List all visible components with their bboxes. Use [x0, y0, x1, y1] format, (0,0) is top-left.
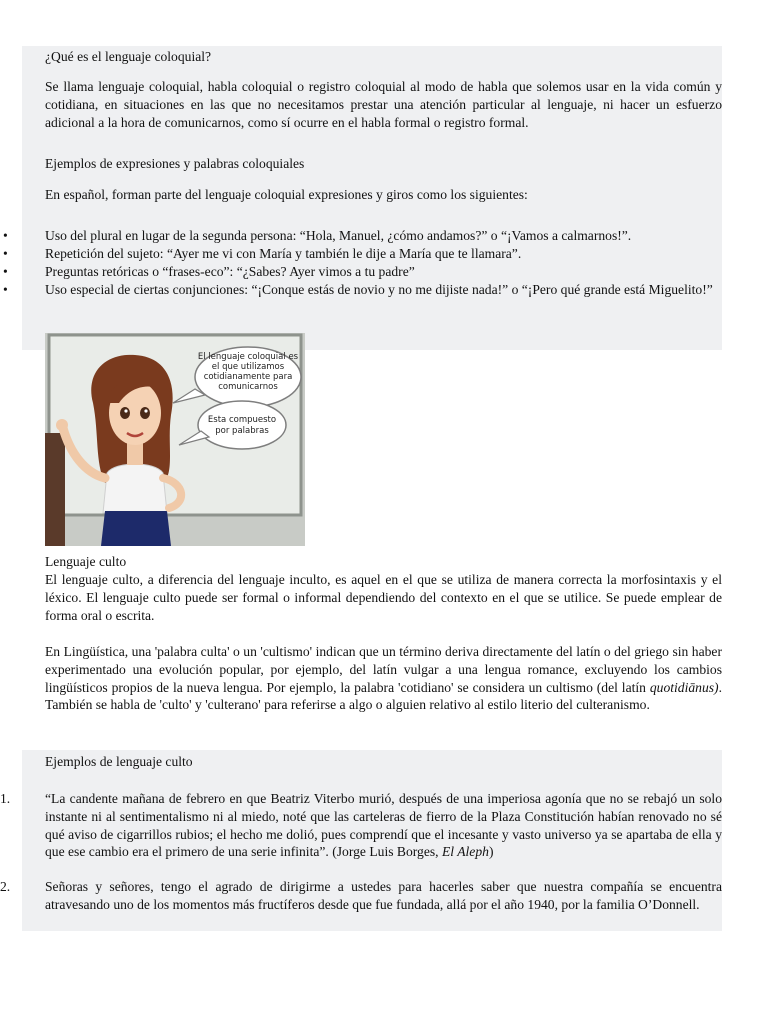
illustration [45, 333, 305, 546]
bubble-text-line: comunicarnos [218, 382, 278, 392]
section-paragraph: Se llama lenguaje coloquial, habla coloquial o registro coloquial al modo de habla que solemos usar en la vida común y cotidiana, en situaciones en las que no necesitamos prestar una atención particular al lenguaje, ni hacer un esfuerzo adicional a la hora de comunicarnos, como sí ocurre en el habla formal o registro formal. [45, 79, 722, 130]
bubble-text-line: por palabras [215, 426, 269, 436]
list-item: • Repetición del sujeto: “Ayer me vi con María y también le dije a María que te llamara”. [3, 246, 522, 261]
examples-intro: En español, forman parte del lenguaje coloquial expresiones y giros como los siguientes: [45, 187, 528, 202]
cultismo-paragraph: En Lingüística, una 'palabra culta' o un 'cultismo' indican que un término deriva directamente del latín o del griego sin haber experimentado una evolución popular, por ejemplo, del latín vulgar a una lengua romance, excluyendo los cambios lingüísticos propios de la nueva lengua. Por ejemplo, la palabra 'cotidiano' se considera un cultismo (del latín quotidiānus). También se habla de 'culto' y 'culterano' para referirse a algo o alguien relativo al estilo literio del culteranismo. [45, 644, 722, 713]
bullet-icon: • [3, 264, 8, 279]
examples-heading: Ejemplos de lenguaje culto [45, 754, 193, 769]
cartoon-teacher-image [45, 333, 305, 546]
bullet-icon: • [3, 228, 8, 243]
bullet-icon: • [3, 282, 8, 297]
list-item: 2. Señoras y señores, tengo el agrado de dirigirme a ustedes para hacerles saber que nuestra compañía se encuentra atravesando uno de los momentos más fructíferos desde que fue fundada, allá por el año 1940, por la familia O’Donnell. [0, 879, 722, 912]
section-title: Lenguaje culto [45, 554, 127, 569]
examples-heading: Ejemplos de expresiones y palabras coloquiales [45, 156, 305, 171]
list-item: • Uso especial de ciertas conjunciones: “¡Conque estás de novio y no me dijiste nada!” o “¡Pero qué grande está Miguelito!” [3, 282, 713, 297]
bubble-text-line: El lenguaje coloquial es [197, 352, 299, 362]
list-item: • Preguntas retóricas o “frases-eco”: “¿Sabes? Ayer vimos a tu padre” [3, 264, 415, 279]
bubble-text-line: cotidianamente para [203, 372, 293, 382]
bubble-text-line: el que utilizamos [211, 362, 285, 372]
coloquial-section [3, 46, 722, 350]
bullet-icon: • [3, 246, 8, 261]
culto-paragraph: El lenguaje culto, a diferencia del lenguaje inculto, es aquel en el que se utiliza de manera correcta la morfosintaxis y el léxico. El lenguaje culto puede ser formal o informal dependiendo del contexto en el que se utilice. Se puede emplear de forma oral o escrita. [45, 572, 722, 623]
culto-examples-section [0, 750, 722, 931]
section-title: ¿Qué es el lenguaje coloquial? [45, 49, 212, 64]
list-item: 1. “La candente mañana de febrero en que Beatriz Viterbo murió, después de una imperiosa agonía que no se rebajó un solo instante ni al sentimentalismo ni al miedo, noté que las carteleras de fierro de la Plaza Constitución habían renovado no sé qué aviso de cigarrillos rubios; el hecho me dolió, pues comprendí que el incesante y vasto universo ya se apartaba de ella y que ese cambio era el primero de una serie infinita”. (Jorge Luis Borges, El Aleph) [0, 791, 722, 860]
list-item: • Uso del plural en lugar de la segunda persona: “Hola, Manuel, ¿cómo andamos?” o “¡Vamos a calmarnos!”. [3, 228, 632, 243]
bubble-text-line: Esta compuesto [207, 415, 277, 425]
